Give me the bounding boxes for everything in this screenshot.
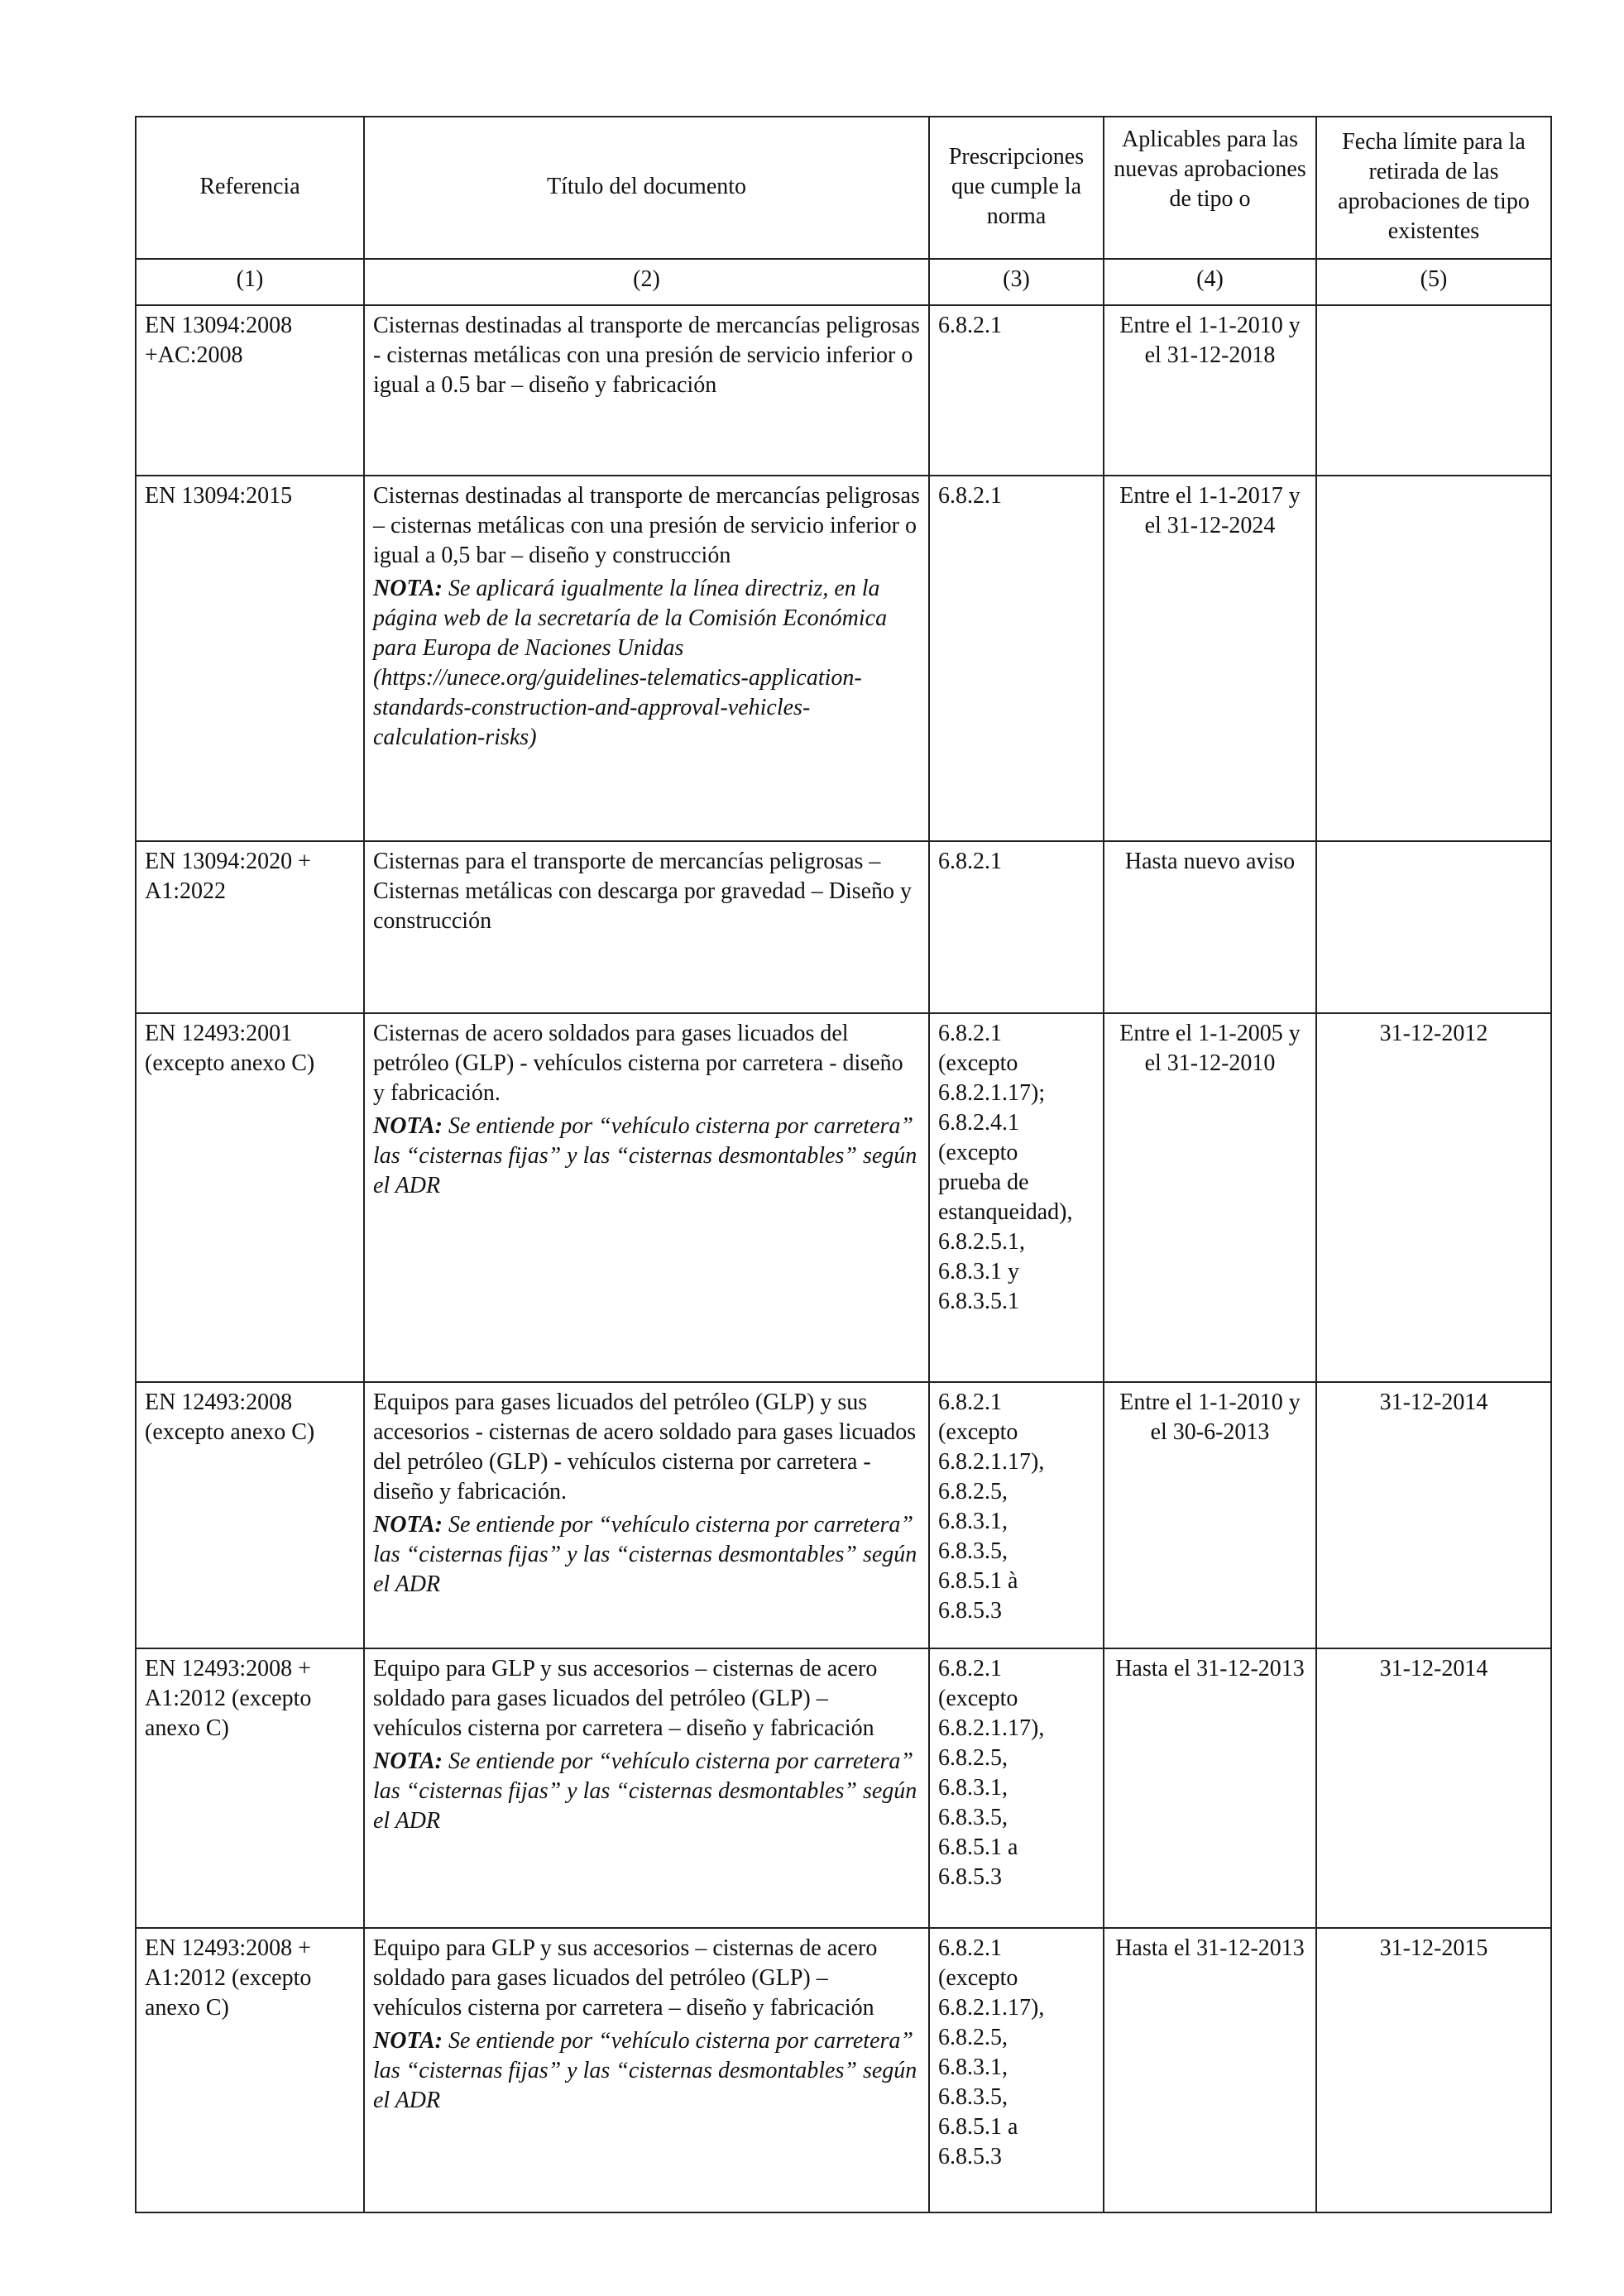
document-title: Equipos para gases licuados del petróleo (GLP) y sus accesorios - cisternas de acero soldado para gases licuados del petróleo (GLP) - vehículos cisterna por carretera - diseño y fabricación.	[373, 1390, 917, 1504]
prescripcion-line: (excepto	[938, 1419, 1018, 1445]
prescripcion-line: 6.8.2.5,	[938, 1479, 1008, 1504]
cell-titulo	[364, 1928, 929, 2212]
nota-text: Se entiende por “vehículo cisterna por carretera” las “cisternas fijas” y las “cisternas desmontables” según el ADR	[373, 1512, 917, 1597]
prescripcion-line: 6.8.3.1 y	[938, 1259, 1019, 1284]
cell-referencia	[136, 841, 364, 1013]
cell-titulo	[364, 1648, 929, 1928]
referencia-line: A1:2012 (excepto	[145, 1965, 312, 1991]
cell-prescripciones	[929, 1382, 1104, 1648]
prescripcion-line: 6.8.2.1	[938, 1935, 1002, 1961]
prescripcion-line: 6.8.5.3	[938, 2144, 1002, 2169]
prescripcion-line: 6.8.2.1.17),	[938, 1449, 1045, 1475]
prescripcion-line: 6.8.3.5,	[938, 1805, 1008, 1830]
referencia-line: EN 12493:2001	[145, 1021, 293, 1046]
header-fecha-limite: Fecha límite para la retirada de las aprobaciones de tipo existentes	[1316, 117, 1551, 259]
referencia-line: anexo C)	[145, 1715, 229, 1741]
prescripcion-line: 6.8.2.1	[938, 1390, 1002, 1415]
prescripcion-line: 6.8.2.1	[938, 313, 1002, 338]
table-row	[136, 841, 1551, 1013]
prescripcion-line: (excepto	[938, 1965, 1018, 1991]
referencia-line: EN 13094:2015	[145, 483, 293, 509]
referencia-line: EN 12493:2008 +	[145, 1656, 311, 1681]
document-title: Cisternas para el transporte de mercancías peligrosas – Cisternas metálicas con descarga por gravedad – Diseño y construcción	[373, 849, 913, 934]
prescripcion-line: 6.8.3.5,	[938, 2084, 1008, 2110]
prescripcion-line: 6.8.2.5,	[938, 2025, 1008, 2050]
nota-text: Se entiende por “vehículo cisterna por carretera” las “cisternas fijas” y las “cisternas desmontables” según el ADR	[373, 2028, 917, 2113]
cell-prescripciones	[929, 476, 1104, 841]
cell-prescripciones	[929, 1648, 1104, 1928]
table-row	[136, 305, 1551, 476]
referencia-line: EN 13094:2020 +	[145, 849, 311, 874]
cell-aplicables: Entre el 1-1-2017 y el 31-12-2024	[1104, 476, 1316, 841]
prescripcion-line: (excepto	[938, 1140, 1018, 1165]
standards-table	[135, 116, 1552, 2213]
nota	[373, 2026, 920, 2116]
nota-text: Se entiende por “vehículo cisterna por carretera” las “cisternas fijas” y las “cisternas desmontables” según el ADR	[373, 1748, 917, 1834]
cell-aplicables: Entre el 1-1-2005 y el 31-12-2010	[1104, 1013, 1316, 1382]
cell-aplicables: Hasta el 31-12-2013	[1104, 1648, 1316, 1928]
header-aplicables-text: Aplicables para las nuevas aprobaciones de tipo o	[1114, 127, 1306, 212]
column-number-row	[136, 259, 1551, 305]
table-row	[136, 476, 1551, 841]
header-titulo: Título del documento	[364, 117, 929, 259]
nota-text: Se aplicará igualmente la línea directriz, en la página web de la secretaría de la Comisión Económica para Europa de Naciones Unidas (https://unece.org/guidelines-telematics-application-standards-construction-and-approval-vehicles-calculation-risks)	[373, 576, 888, 750]
referencia-line: (excepto anexo C)	[145, 1419, 315, 1445]
referencia-line: A1:2022	[145, 878, 226, 904]
cell-fecha-limite: 31-12-2014	[1316, 1382, 1551, 1648]
cell-referencia	[136, 1928, 364, 2212]
referencia-line: EN 13094:2008	[145, 313, 293, 338]
column-number-1: (1)	[136, 259, 364, 305]
prescripcion-line: (excepto	[938, 1050, 1018, 1076]
nota-label: NOTA:	[373, 2028, 443, 2054]
prescripcion-line: 6.8.2.1	[938, 849, 1002, 874]
column-number-4: (4)	[1104, 259, 1316, 305]
prescripcion-line: 6.8.2.1.17);	[938, 1080, 1046, 1106]
prescripcion-line: 6.8.5.1 a	[938, 1834, 1018, 1860]
cell-titulo	[364, 476, 929, 841]
document-title: Equipo para GLP y sus accesorios – cisternas de acero soldado para gases licuados del petróleo (GLP) – vehículos cisterna por carretera – diseño y fabricación	[373, 1935, 878, 2021]
cell-titulo	[364, 305, 929, 476]
document-title: Equipo para GLP y sus accesorios – cisternas de acero soldado para gases licuados del petróleo (GLP) – vehículos cisterna por carretera – diseño y fabricación	[373, 1656, 878, 1741]
cell-prescripciones	[929, 305, 1104, 476]
prescripcion-line: 6.8.2.5.1,	[938, 1229, 1025, 1255]
header-row	[136, 117, 1551, 259]
cell-fecha-limite: 31-12-2012	[1316, 1013, 1551, 1382]
prescripcion-line: 6.8.3.5,	[938, 1538, 1008, 1564]
nota-label: NOTA:	[373, 1113, 443, 1139]
header-prescripciones: Prescripciones que cumple la norma	[929, 117, 1104, 259]
nota	[373, 1510, 920, 1600]
nota	[373, 574, 920, 753]
table-body	[136, 305, 1551, 2212]
referencia-line: anexo C)	[145, 1995, 229, 2021]
cell-prescripciones	[929, 1013, 1104, 1382]
nota-text: Se entiende por “vehículo cisterna por carretera” las “cisternas fijas” y las “cisternas desmontables” según el ADR	[373, 1113, 917, 1198]
prescripcion-line: 6.8.3.1,	[938, 1509, 1008, 1534]
prescripcion-line: 6.8.2.4.1	[938, 1110, 1019, 1136]
prescripcion-line: 6.8.5.1 a	[938, 2114, 1018, 2140]
prescripcion-line: estanqueidad),	[938, 1199, 1073, 1225]
column-number-3: (3)	[929, 259, 1104, 305]
referencia-line: EN 12493:2008	[145, 1390, 293, 1415]
cell-referencia	[136, 1013, 364, 1382]
nota-label: NOTA:	[373, 576, 443, 601]
cell-titulo	[364, 841, 929, 1013]
column-number-5: (5)	[1316, 259, 1551, 305]
prescripcion-line: 6.8.3.5.1	[938, 1289, 1019, 1314]
referencia-line: +AC:2008	[145, 342, 243, 368]
nota-label: NOTA:	[373, 1512, 443, 1538]
table-row	[136, 1013, 1551, 1382]
cell-referencia	[136, 305, 364, 476]
referencia-line: EN 12493:2008 +	[145, 1935, 311, 1961]
document-title: Cisternas destinadas al transporte de mercancías peligrosas – cisternas metálicas con una presión de servicio inferior o igual a 0,5 bar – diseño y construcción	[373, 483, 920, 568]
cell-titulo	[364, 1013, 929, 1382]
cell-aplicables: Hasta nuevo aviso	[1104, 841, 1316, 1013]
document-title: Cisternas destinadas al transporte de mercancías peligrosas - cisternas metálicas con una presión de servicio inferior o igual a 0.5 bar – diseño y fabricación	[373, 313, 920, 398]
cell-titulo	[364, 1382, 929, 1648]
column-number-2: (2)	[364, 259, 929, 305]
cell-fecha-limite	[1316, 476, 1551, 841]
prescripcion-line: 6.8.2.1	[938, 483, 1002, 509]
cell-prescripciones	[929, 1928, 1104, 2212]
prescripcion-line: 6.8.3.1,	[938, 1775, 1008, 1801]
cell-fecha-limite: 31-12-2014	[1316, 1648, 1551, 1928]
nota	[373, 1747, 920, 1836]
prescripcion-line: 6.8.5.3	[938, 1598, 1002, 1624]
header-aplicables	[1104, 117, 1316, 259]
prescripcion-line: 6.8.5.1 à	[938, 1568, 1018, 1594]
prescripcion-line: 6.8.2.1	[938, 1021, 1002, 1046]
nota	[373, 1112, 920, 1201]
cell-aplicables: Entre el 1-1-2010 y el 30-6-2013	[1104, 1382, 1316, 1648]
cell-referencia	[136, 476, 364, 841]
prescripcion-line: prueba de	[938, 1170, 1029, 1195]
prescripcion-line: 6.8.2.1.17),	[938, 1995, 1045, 2021]
cell-prescripciones	[929, 841, 1104, 1013]
prescripcion-line: (excepto	[938, 1686, 1018, 1711]
table-row	[136, 1928, 1551, 2212]
prescripcion-line: 6.8.3.1,	[938, 2054, 1008, 2080]
table-row	[136, 1648, 1551, 1928]
cell-aplicables: Hasta el 31-12-2013	[1104, 1928, 1316, 2212]
prescripcion-line: 6.8.2.5,	[938, 1745, 1008, 1771]
header-referencia: Referencia	[136, 117, 364, 259]
document-title: Cisternas de acero soldados para gases licuados del petróleo (GLP) - vehículos cisterna por carretera - diseño y fabricación.	[373, 1021, 903, 1106]
table-row	[136, 1382, 1551, 1648]
cell-referencia	[136, 1382, 364, 1648]
nota-label: NOTA:	[373, 1748, 443, 1774]
cell-fecha-limite: 31-12-2015	[1316, 1928, 1551, 2212]
cell-aplicables: Entre el 1-1-2010 y el 31-12-2018	[1104, 305, 1316, 476]
referencia-line: A1:2012 (excepto	[145, 1686, 312, 1711]
cell-fecha-limite	[1316, 305, 1551, 476]
prescripcion-line: 6.8.2.1.17),	[938, 1715, 1045, 1741]
cell-referencia	[136, 1648, 364, 1928]
prescripcion-line: 6.8.5.3	[938, 1864, 1002, 1890]
cell-fecha-limite	[1316, 841, 1551, 1013]
prescripcion-line: 6.8.2.1	[938, 1656, 1002, 1681]
referencia-line: (excepto anexo C)	[145, 1050, 315, 1076]
